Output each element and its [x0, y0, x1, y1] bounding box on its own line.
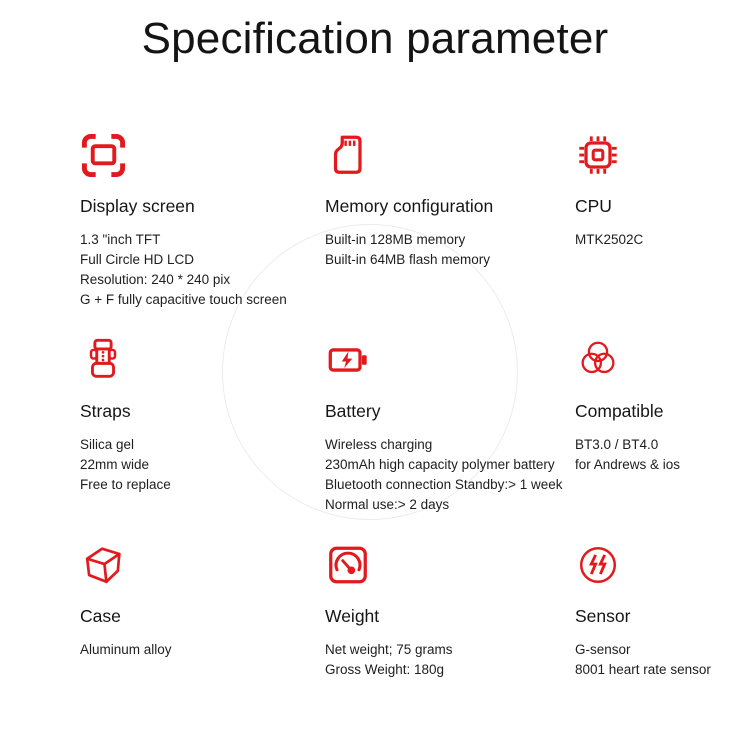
section-lines [575, 435, 750, 475]
section-title: Straps [80, 401, 131, 421]
watch-strap-icon [80, 337, 325, 385]
spec-line: 22mm wide [80, 457, 150, 472]
spec-cell [575, 337, 750, 542]
spec-line: for Andrews & ios [575, 457, 681, 472]
spec-line: Gross Weight: 180g [325, 662, 445, 677]
spec-line: Normal use:> 2 days [325, 497, 450, 512]
section-lines [80, 435, 325, 495]
section-title: Memory configuration [325, 196, 494, 216]
cube-case-icon [80, 542, 325, 590]
page-title: Specification parameter [141, 14, 609, 63]
section-title: CPU [575, 196, 612, 216]
spec-line: Net weight; 75 grams [325, 642, 453, 657]
section-lines [325, 640, 575, 680]
spec-cell [325, 337, 575, 542]
spec-line: MTK2502C [575, 232, 644, 247]
spec-line: Full Circle HD LCD [80, 252, 195, 267]
section-title: Display screen [80, 196, 195, 216]
section-lines [80, 230, 325, 310]
sensor-waves-icon [575, 542, 750, 590]
spec-cell [80, 132, 325, 337]
memory-card-icon [325, 132, 575, 180]
spec-line: G-sensor [575, 642, 631, 657]
display-screen-icon [80, 132, 325, 180]
spec-line: Wireless charging [325, 437, 433, 452]
spec-line: 1.3 "inch TFT [80, 232, 161, 247]
section-lines [80, 640, 325, 660]
spec-line: Built-in 128MB memory [325, 232, 466, 247]
spec-line: Resolution: 240 * 240 pix [80, 272, 231, 287]
section-title: Sensor [575, 606, 631, 626]
section-title: Compatible [575, 401, 664, 421]
compatibility-circles-icon [575, 337, 750, 385]
section-title: Weight [325, 606, 380, 626]
spec-line: Silica gel [80, 437, 135, 452]
spec-line: Bluetooth connection Standby:> 1 week [325, 477, 563, 492]
spec-cell [80, 337, 325, 542]
section-lines [575, 230, 750, 250]
cpu-chip-icon [575, 132, 750, 180]
spec-cell [325, 132, 575, 337]
spec-line: Built-in 64MB flash memory [325, 252, 491, 267]
spec-line: Aluminum alloy [80, 642, 172, 657]
spec-cell [325, 542, 575, 747]
spec-cell [80, 542, 325, 747]
section-lines [325, 435, 575, 515]
spec-cell [575, 132, 750, 337]
section-title: Battery [325, 401, 381, 421]
battery-charging-icon [325, 337, 575, 385]
spec-grid [80, 132, 750, 747]
spec-line: 230mAh high capacity polymer battery [325, 457, 555, 472]
spec-line: 8001 heart rate sensor [575, 662, 711, 677]
spec-line: BT3.0 / BT4.0 [575, 437, 659, 452]
spec-line: Free to replace [80, 477, 171, 492]
section-lines [325, 230, 575, 270]
section-title: Case [80, 606, 121, 626]
spec-cell [575, 542, 750, 747]
spec-line: G + F fully capacitive touch screen [80, 292, 287, 307]
weight-gauge-icon [325, 542, 575, 590]
section-lines [575, 640, 750, 680]
